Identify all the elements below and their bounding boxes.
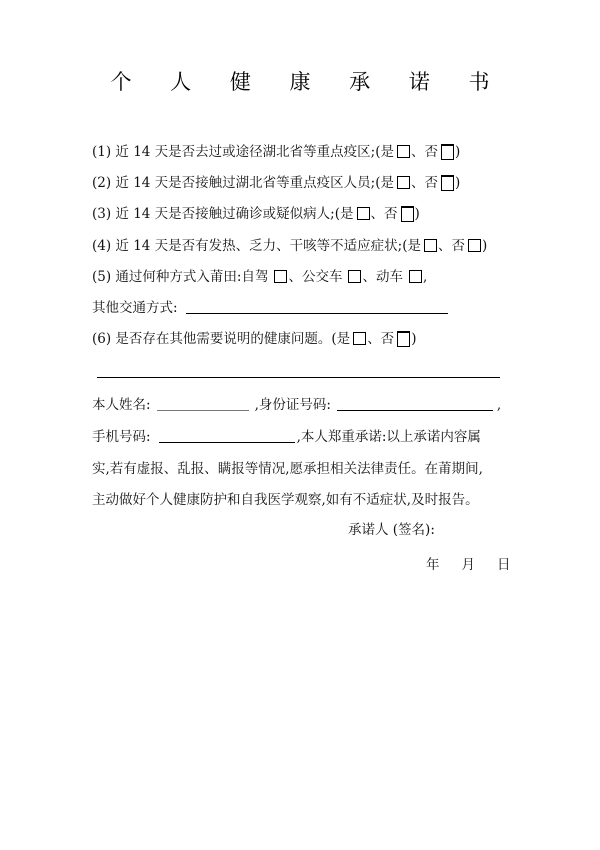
self-drive-checkbox[interactable] <box>274 270 287 283</box>
question-5-text: (5) 通过何种方式入莆田:自驾 <box>92 269 269 285</box>
question-1 <box>92 143 460 161</box>
question-3-no-label: 、否 <box>370 206 398 222</box>
question-3 <box>92 205 420 223</box>
question-3-yes-checkbox[interactable] <box>357 207 370 220</box>
id-number-field[interactable] <box>337 397 493 411</box>
phone-row <box>92 428 481 446</box>
question-2-text: (2) 近 14 天是否接触过湖北省等重点疫区人员;(是 <box>92 175 394 191</box>
train-label: 、动车 <box>362 269 403 285</box>
question-5-end: , <box>422 269 428 285</box>
question-2-no-checkbox[interactable] <box>441 175 454 191</box>
question-6-no-label: 、否 <box>367 331 395 347</box>
question-4-yes-checkbox[interactable] <box>424 239 437 252</box>
other-transport-row <box>92 299 448 317</box>
pledge-text-3: 主动做好个人健康防护和自我医学观察,如有不适症状,及时报告。 <box>92 492 479 508</box>
question-4-end: ) <box>482 238 488 254</box>
other-transport-label: 其他交通方式: <box>92 300 178 316</box>
question-6 <box>92 330 416 348</box>
bus-label: 、公交车 <box>288 269 343 285</box>
phone-label: 手机号码: <box>92 429 151 445</box>
explanation-line[interactable] <box>97 377 500 378</box>
question-4-no-label: 、否 <box>438 238 465 254</box>
pledge-text-2: 实,若有虚报、乱报、瞒报等情况,愿承担相关法律责任。在莆期间, <box>92 461 483 477</box>
question-1-no-label: 、否 <box>411 144 438 160</box>
bus-checkbox[interactable] <box>348 270 361 283</box>
name-id-row <box>92 396 501 414</box>
question-2-no-label: 、否 <box>411 175 438 191</box>
question-1-yes-checkbox[interactable] <box>397 145 410 158</box>
name-label: 本人姓名: <box>92 397 151 413</box>
question-6-end: ) <box>411 331 417 347</box>
question-4 <box>92 237 487 255</box>
question-1-no-checkbox[interactable] <box>441 144 454 160</box>
train-checkbox[interactable] <box>409 270 422 283</box>
question-5 <box>92 268 427 286</box>
question-4-no-checkbox[interactable] <box>468 239 481 252</box>
question-2-end: ) <box>455 175 461 191</box>
question-3-text: (3) 近 14 天是否接触过确诊或疑似病人;(是 <box>92 206 354 222</box>
question-3-no-checkbox[interactable] <box>401 206 414 222</box>
date-row <box>426 553 533 573</box>
name-field[interactable] <box>157 397 249 411</box>
question-1-end: ) <box>455 144 461 160</box>
other-transport-field[interactable] <box>186 300 448 314</box>
question-3-end: ) <box>414 206 420 222</box>
pledge-text-1: ,本人郑重承诺:以上承诺内容属 <box>296 429 481 445</box>
page-title: 个 人 健 康 承 诺 书 <box>110 70 506 94</box>
signature-label: 承诺人 (签名): <box>348 522 435 538</box>
question-1-text: (1) 近 14 天是否去过或途径湖北省等重点疫区;(是 <box>92 144 394 160</box>
date-day: 日 <box>497 557 511 573</box>
question-2-yes-checkbox[interactable] <box>397 176 410 189</box>
phone-field[interactable] <box>159 429 295 443</box>
id-end: , <box>496 397 502 413</box>
question-6-yes-checkbox[interactable] <box>353 332 366 345</box>
date-month: 月 <box>461 557 475 573</box>
question-6-text: (6) 是否存在其他需要说明的健康问题。(是 <box>92 331 351 347</box>
question-2 <box>92 174 460 192</box>
id-label: ,身份证号码: <box>254 397 331 413</box>
date-year: 年 <box>426 557 440 573</box>
question-6-no-checkbox[interactable] <box>397 331 410 347</box>
question-4-text: (4) 近 14 天是否有发热、乏力、干咳等不适应症状;(是 <box>92 238 421 254</box>
